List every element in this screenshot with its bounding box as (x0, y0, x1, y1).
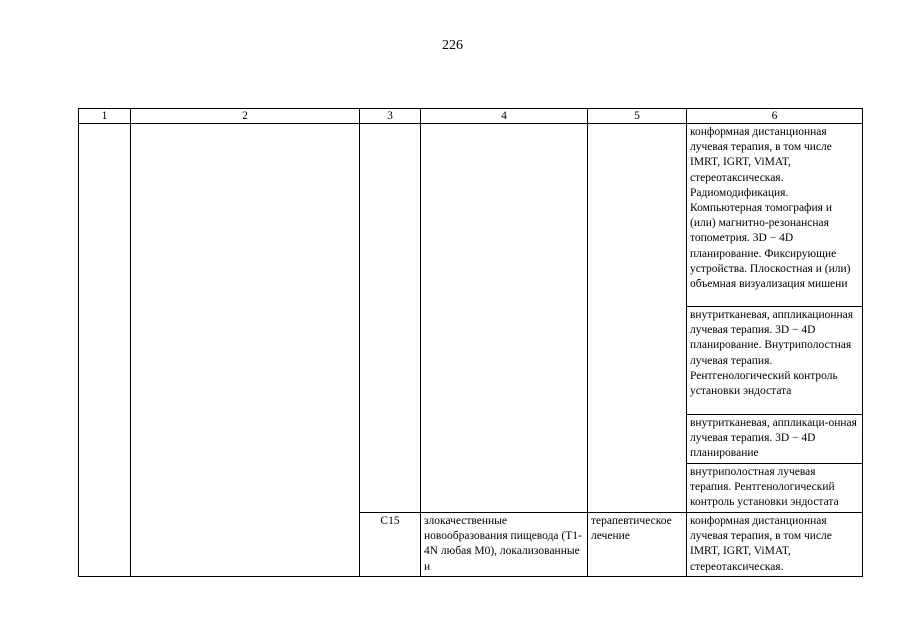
cell-method-description: конформная дистанционная лучевая терапия, в том числе IMRT, IGRT, ViMAT, стереотаксическая. (687, 513, 863, 577)
header-col-2: 2 (131, 109, 360, 124)
header-col-5: 5 (588, 109, 687, 124)
header-col-4: 4 (421, 109, 588, 124)
cell-col-1-empty (79, 124, 131, 577)
cell-method-description: конформная дистанционная лучевая терапия, в том числе IMRT, IGRT, ViMAT, стереотаксическая. Радиомодификация. Компьютерная томография и (или) магнитно-резонансная топометрия. 3D − 4D планирование. Фиксирующие устройства. Плоскостная и (или) объемная визуализация мишени (687, 124, 863, 307)
header-col-3: 3 (360, 109, 421, 124)
cell-method-description: внутриполостная лучевая терапия. Рентгенологический контроль установки эндостата (687, 464, 863, 513)
cell-treatment-type: терапевтическое лечение (588, 513, 687, 577)
cell-method-description: внутритканевая, аппликаци-онная лучевая терапия. 3D − 4D планирование (687, 415, 863, 464)
cell-col-3-empty (360, 124, 421, 513)
cell-diagnosis: злокачественные новообразования пищевода (T1-4N любая M0), локализованные и (421, 513, 588, 577)
page-number: 226 (442, 38, 463, 53)
cell-col-2-empty (131, 124, 360, 577)
cell-icd-code: C15 (360, 513, 421, 577)
medical-table (78, 108, 863, 577)
header-col-6: 6 (687, 109, 863, 124)
cell-col-4-empty (421, 124, 588, 513)
table-row (79, 124, 863, 307)
header-col-1: 1 (79, 109, 131, 124)
table-header-row (79, 109, 863, 124)
cell-col-5-empty (588, 124, 687, 513)
cell-method-description: внутритканевая, аппликационная лучевая терапия. 3D − 4D планирование. Внутриполостная лучевая терапия. Рентгенологический контроль установки эндостата (687, 307, 863, 415)
